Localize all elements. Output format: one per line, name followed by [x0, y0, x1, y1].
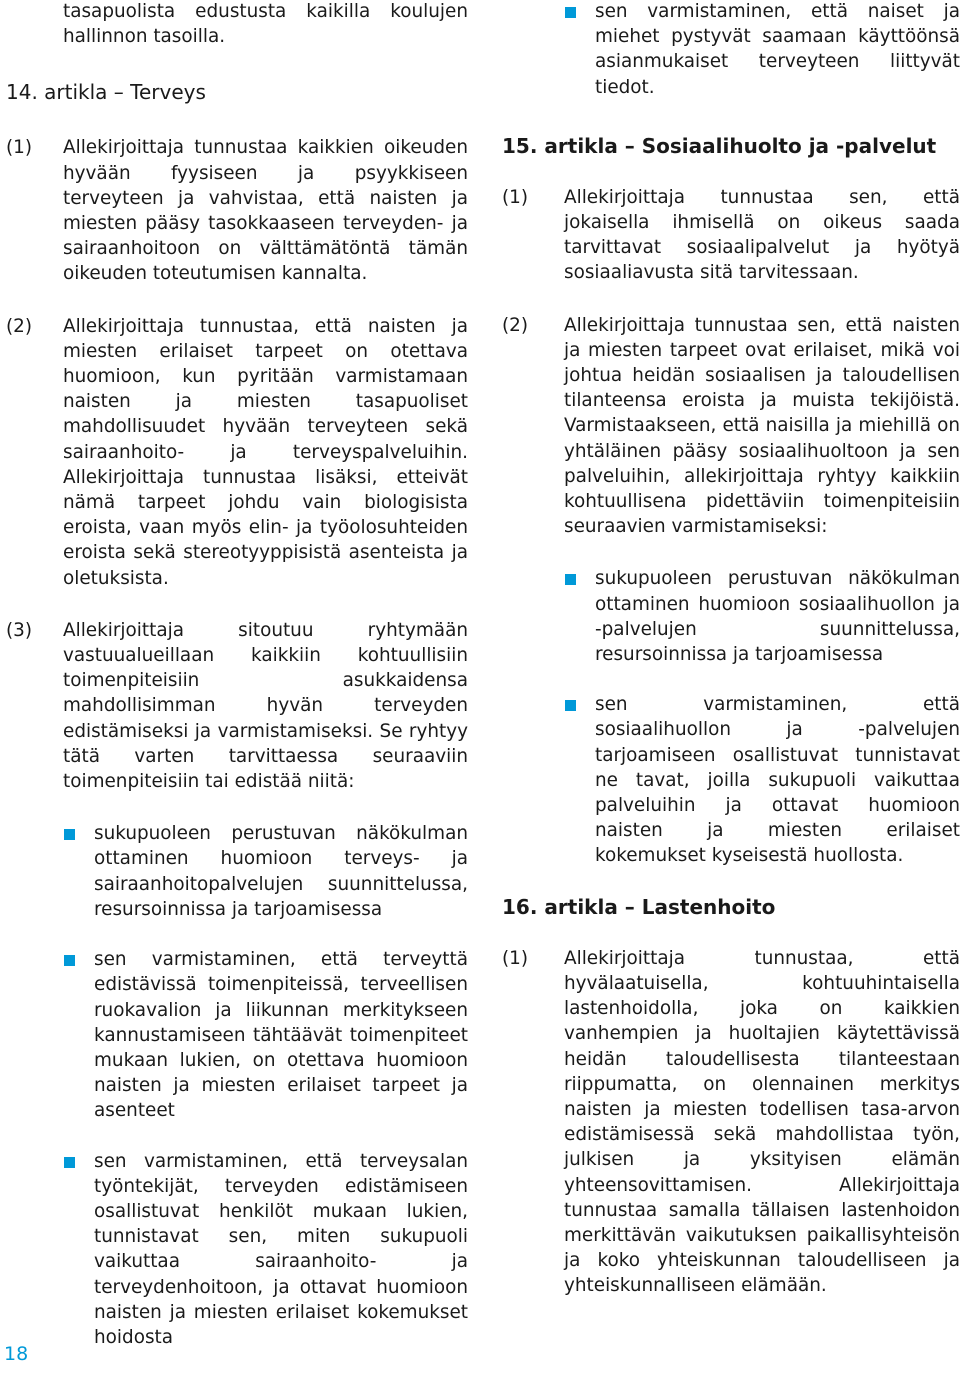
paragraph-text: Allekirjoittaja tunnustaa sen, että naisten ja miesten tarpeet ovat erilaiset, mikä voi johtua heidän sosiaalisen ja taloudellisen tilanteensa eroista ja muista tekijöistä. Varmistaakseen, että naisilla ja miehillä on yhtäläinen pääsy sosiaalihuoltoon ja sen palveluihin, allekirjoittaja ryhtyy kaikkiin kohtuullisena pidettäviin toimenpiteisiin seuraavien varmistamiseksi:: [564, 314, 960, 538]
paragraph-text: Allekirjoittaja tunnustaa kaikkien oikeuden hyvään fyysiseen ja psyykkiseen terveyteen ja vahvistaa, että naisten ja miesten pääsy tasokkaaseen terveyden- ja sairaanhoitoon on välttämätöntä tämän oikeuden toteutumisen kannalta.: [63, 137, 468, 285]
left-column: [0, 0, 468, 1375]
article-14-heading: 14. artikla – Terveys: [6, 80, 206, 105]
list-item-text: sen varmistaminen, että terveyttä edistävissä toimenpiteissä, terveellisen ruokavalion ja liikunnan merkitykseen kannustamiseen tähtäävät toimenpiteet mukaan lukien, on otettava huomioon naisten ja miesten erilaiset tarpeet ja asenteet: [94, 949, 468, 1122]
article-14-bullet-list: [63, 821, 468, 1350]
article-15-paragraph-2: [502, 313, 960, 540]
list-item: [63, 821, 468, 922]
square-bullet-icon: [64, 1157, 75, 1168]
square-bullet-icon: [565, 7, 576, 18]
list-item-text: sukupuoleen perustuvan näkökulman ottaminen huomioon terveys- ja sairaanhoitopalvelujen suunnittelussa, resursoinnissa ja tarjoamisessa: [94, 823, 468, 920]
list-item-text: sukupuoleen perustuvan näkökulman ottaminen huomioon sosiaalihuollon ja -palvelujen suunnittelussa, resursoinnissa ja tarjoamisessa: [595, 568, 960, 666]
square-bullet-icon: [565, 700, 576, 711]
paragraph-number: (1): [6, 137, 33, 159]
article-15-paragraph-1: [502, 185, 960, 286]
article-15-heading: 15. artikla – Sosiaalihuolto ja -palvelut: [502, 133, 937, 158]
square-bullet-icon: [64, 829, 75, 840]
list-item: [564, 0, 960, 100]
paragraph-number: (2): [502, 314, 529, 336]
article-14-paragraph-3: [0, 618, 468, 794]
list-item: [564, 692, 960, 868]
list-item: [564, 566, 960, 667]
article-15-bullet-list: [564, 566, 960, 868]
right-column: [502, 0, 960, 1326]
list-item: [63, 1149, 468, 1351]
list-item-text: sen varmistaminen, että terveysalan työntekijät, terveyden edistämiseen osallistuvat henkilöt mukaan lukien, tunnistavat sen, miten sukupuoli vaikuttaa sairaanhoito- ja terveydenhoitoon, ja ottavat huomioon naisten ja miesten erilaiset kokemukset hoidosta: [94, 1150, 468, 1348]
article-14-paragraph-1: [0, 135, 468, 286]
continuation-text-content: tasapuolista edustusta kaikilla koulujen hallinnon tasoilla.: [63, 1, 468, 48]
paragraph-text: Allekirjoittaja tunnustaa, että hyvälaatuisella, kohtuuhintaisella lastenhoidolla, joka on kaikkien vanhempien ja huoltajien käytettävissä heidän taloudellisesta tilanteestaan riippumatta, on olennainen merkitys naisten ja miesten todellisen tasa-arvon edistämisessä sekä mahdollistaa työn, julkisen ja yksityisen elämän yhteensovittamisen. Allekirjoittaja tunnustaa samalla tällaisen lastenhoidon merkittävän vaikutuksen paikallisyhteisön ja koko yhteiskunnan taloudelliseen ja yhteiskunnalliseen elämään.: [564, 947, 960, 1297]
continuation-text: [0, 0, 468, 49]
paragraph-number: (2): [6, 315, 33, 337]
article-16-heading: 16. artikla – Lastenhoito: [502, 894, 776, 919]
article-14-bullet-list-continued: [564, 0, 960, 100]
article-14-paragraph-2: [0, 314, 468, 591]
page-number: 18: [4, 1343, 29, 1365]
paragraph-text: Allekirjoittaja tunnustaa, että naisten ja miesten erilaiset tarpeet on otettava huomioon, kun pyritään varmistamaan naisten ja miesten tasapuoliset mahdollisuudet hyvään terveyteen sekä sairaanhoito- ja terveyspalveluihin. Allekirjoittaja tunnustaa lisäksi, etteivät nämä tarpeet johdu vain biologisista eroista, vaan myös elin- ja työolosuhteiden eroista sekä stereotyyppisistä asenteista ja oletuksista.: [63, 315, 468, 589]
square-bullet-icon: [64, 955, 75, 966]
list-item: [63, 947, 468, 1123]
paragraph-number: (1): [502, 186, 529, 208]
paragraph-number: (1): [502, 947, 529, 969]
paragraph-text: Allekirjoittaja tunnustaa sen, että jokaisella ihmisellä on oikeus saada tarvittavat sosiaalipalvelut ja hyötyä sosiaaliavusta sitä tarvitessaan.: [564, 186, 960, 284]
paragraph-text: Allekirjoittaja sitoutuu ryhtymään vastuualueillaan kaikkiin kohtuullisiin toimenpiteisiin asukkaidensa mahdollisimman hyvän terveyden edistämiseksi ja varmistamiseksi. Se ryhtyy tätä varten tarvittaessa seuraaviin toimenpiteisiin tai edistää niitä:: [63, 619, 468, 793]
paragraph-number: (3): [6, 619, 33, 641]
list-item-text: sen varmistaminen, että naiset ja miehet pystyvät saamaan käyttöönsä asianmukaiset terveyteen liittyvät tiedot.: [595, 1, 960, 98]
square-bullet-icon: [565, 574, 576, 585]
article-16-paragraph-1: [502, 946, 960, 1299]
list-item-text: sen varmistaminen, että sosiaalihuollon ja -palvelujen tarjoamiseen osallistuvat tunnistavat ne tavat, joilla sukupuoli vaikuttaa palveluihin ja ottavat huomioon naisten ja miesten erilaiset kokemukset kyseisestä huollosta.: [595, 694, 960, 867]
